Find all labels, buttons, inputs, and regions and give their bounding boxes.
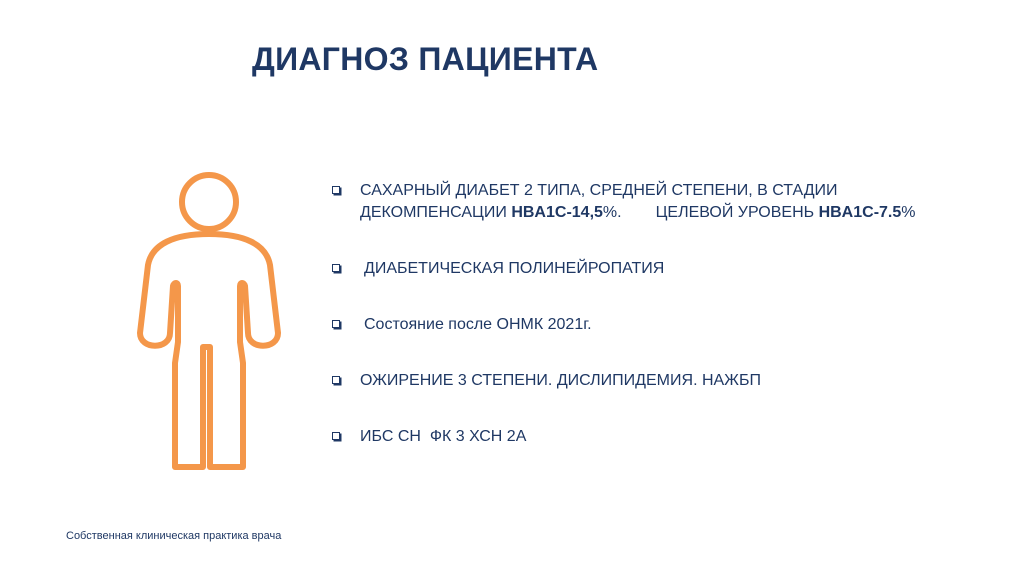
diagnosis-line-2 — [360, 202, 916, 224]
diagnosis-item-polyneuropathy — [330, 258, 664, 280]
target-percent: % — [901, 204, 916, 221]
diagnosis-text: Состояние после ОНМК 2021г. — [364, 316, 592, 333]
hba1c-percent: %. — [602, 204, 622, 221]
target-hba1c-value: -7.5 — [873, 204, 902, 221]
target-label: ЦЕЛЕВОЙ УРОВЕНЬ — [655, 204, 819, 221]
diagnosis-text: ИБС СН ФК 3 ХСН 2А — [360, 428, 527, 445]
diagnosis-item-ihd — [330, 426, 526, 448]
diagnosis-item-obesity — [330, 370, 761, 392]
hba1c-value: -14,5 — [566, 204, 603, 221]
person-icon — [134, 170, 286, 470]
checkbox-bullet-icon — [332, 432, 340, 440]
diagnosis-text: ДИАБЕТИЧЕСКАЯ ПОЛИНЕЙРОПАТИЯ — [364, 260, 665, 277]
slide-title: ДИАГНОЗ ПАЦИЕНТА — [252, 41, 599, 77]
footer-source: Собственная клиническая практика врача — [66, 530, 282, 542]
diagnosis-item-stroke — [330, 314, 592, 336]
checkbox-bullet-icon — [332, 186, 340, 194]
diagnosis-text: ОЖИРЕНИЕ 3 СТЕПЕНИ. ДИСЛИПИДЕМИЯ. НАЖБП — [360, 372, 761, 389]
hba1c-label: HBA1C — [511, 204, 567, 221]
target-hba1c-label: HBA1C — [818, 204, 874, 221]
checkbox-bullet-icon — [332, 264, 340, 272]
decompensation-label: ДЕКОМПЕНСАЦИИ — [360, 204, 512, 221]
diagnosis-text — [360, 180, 916, 224]
checkbox-bullet-icon — [332, 320, 340, 328]
diagnosis-line-1: САХАРНЫЙ ДИАБЕТ 2 ТИПА, СРЕДНЕЙ СТЕПЕНИ, В СТАДИИ — [360, 182, 838, 199]
diagnosis-item-diabetes — [330, 180, 916, 224]
checkbox-bullet-icon — [332, 376, 340, 384]
